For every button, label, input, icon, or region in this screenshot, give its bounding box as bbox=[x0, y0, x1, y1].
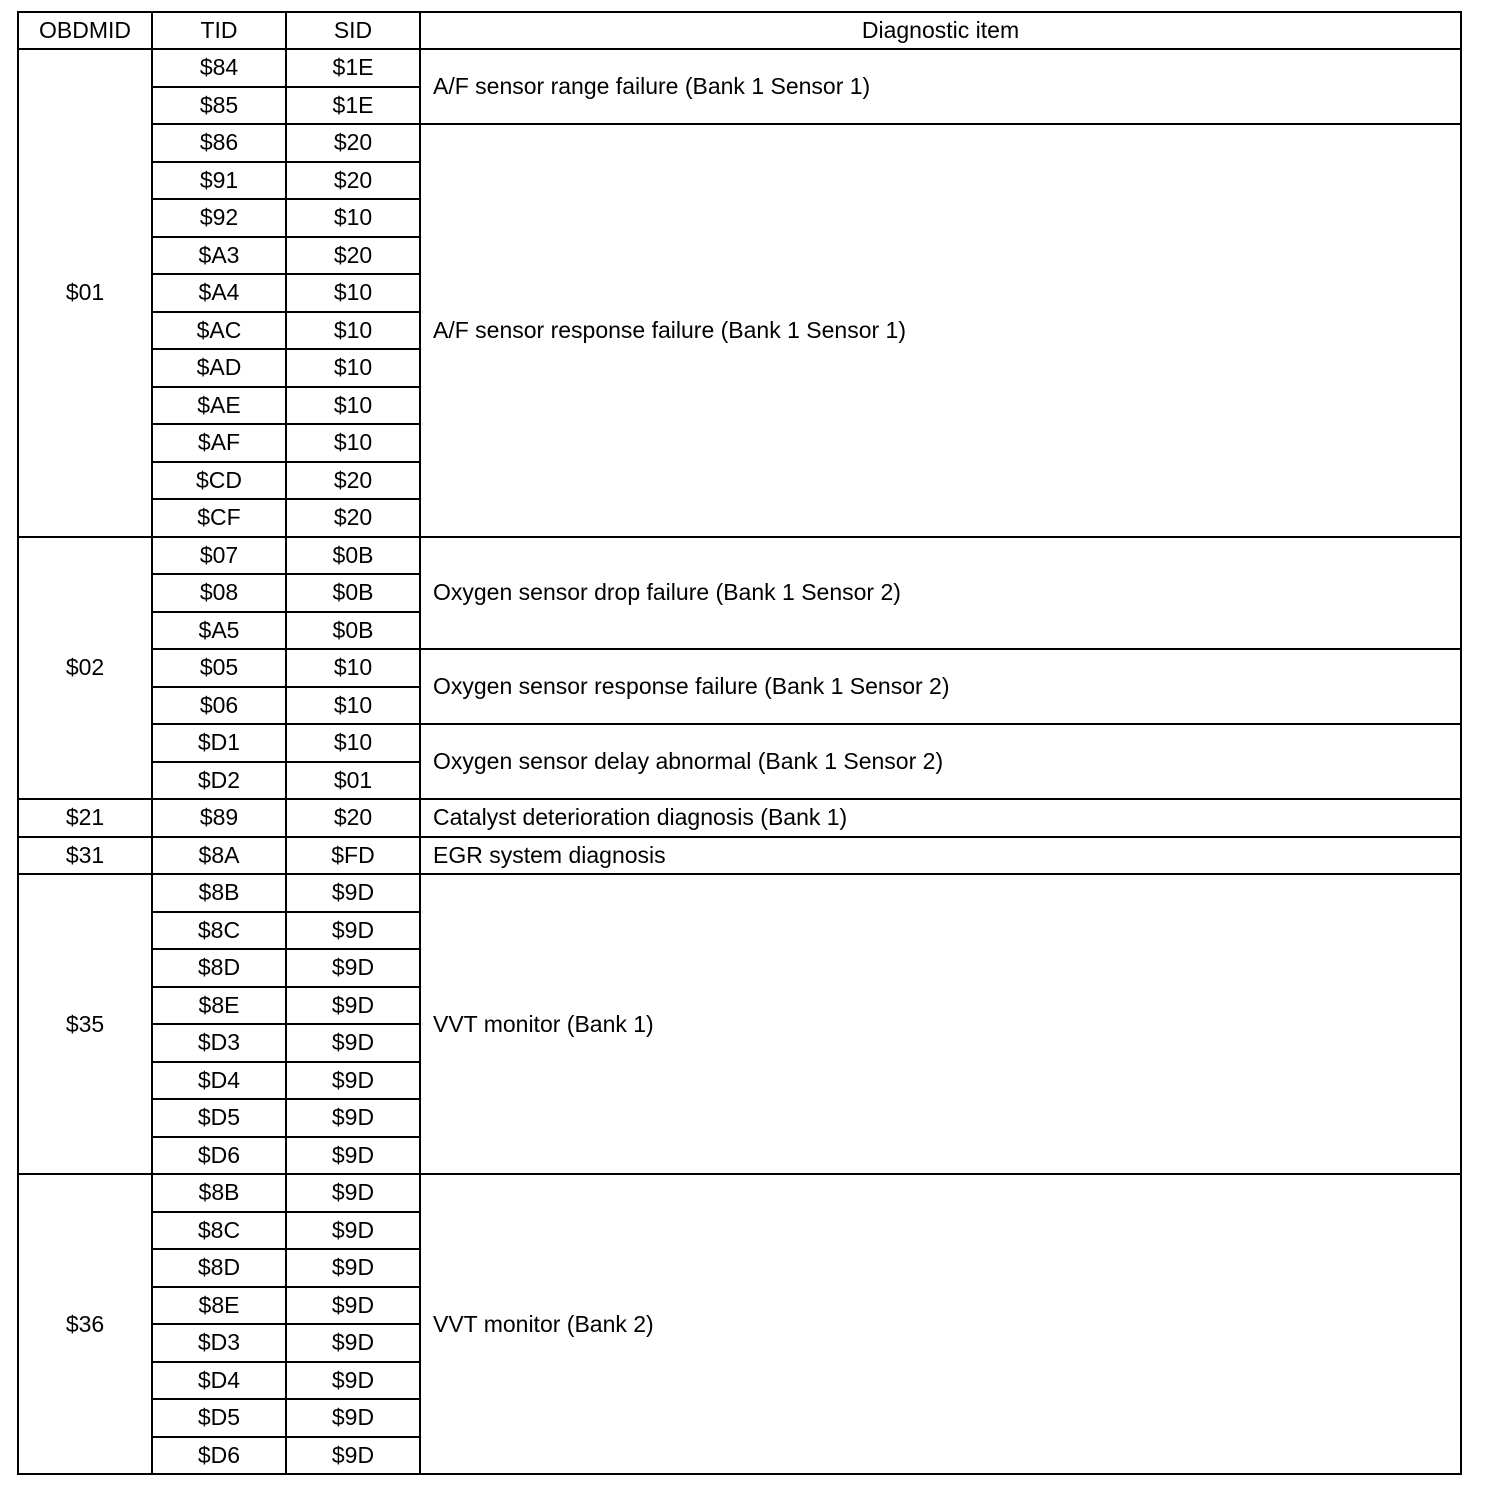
tid-cell: $D6 bbox=[152, 1137, 286, 1175]
table-row bbox=[18, 799, 1461, 837]
tid-cell: $8A bbox=[152, 837, 286, 875]
tid-cell: $8C bbox=[152, 912, 286, 950]
table-row bbox=[18, 49, 1461, 87]
sid-cell: $10 bbox=[286, 687, 420, 725]
tid-cell: $D1 bbox=[152, 724, 286, 762]
tid-cell: $8E bbox=[152, 987, 286, 1025]
tid-cell: $91 bbox=[152, 162, 286, 200]
sid-cell: $9D bbox=[286, 1137, 420, 1175]
header-obdmid: OBDMID bbox=[18, 12, 152, 49]
tid-cell: $06 bbox=[152, 687, 286, 725]
sid-cell: $20 bbox=[286, 124, 420, 162]
diagnostic-item-cell: EGR system diagnosis bbox=[420, 837, 1461, 875]
sid-cell: $10 bbox=[286, 349, 420, 387]
sid-cell: $10 bbox=[286, 649, 420, 687]
header-sid: SID bbox=[286, 12, 420, 49]
tid-cell: $D3 bbox=[152, 1024, 286, 1062]
sid-cell: $9D bbox=[286, 1099, 420, 1137]
tid-cell: $D4 bbox=[152, 1062, 286, 1100]
tid-cell: $8D bbox=[152, 1249, 286, 1287]
table-row bbox=[18, 649, 1461, 687]
obdmid-cell: $02 bbox=[18, 537, 152, 800]
sid-cell: $9D bbox=[286, 1024, 420, 1062]
diagnostic-item-cell: Catalyst deterioration diagnosis (Bank 1) bbox=[420, 799, 1461, 837]
tid-cell: $05 bbox=[152, 649, 286, 687]
tid-cell: $A3 bbox=[152, 237, 286, 275]
tid-cell: $8B bbox=[152, 1174, 286, 1212]
sid-cell: $10 bbox=[286, 424, 420, 462]
tid-cell: $8C bbox=[152, 1212, 286, 1250]
sid-cell: $9D bbox=[286, 1437, 420, 1475]
sid-cell: $20 bbox=[286, 162, 420, 200]
tid-cell: $D5 bbox=[152, 1099, 286, 1137]
tid-cell: $85 bbox=[152, 87, 286, 125]
sid-cell: $9D bbox=[286, 987, 420, 1025]
diagnostic-item-cell: Oxygen sensor delay abnormal (Bank 1 Sensor 2) bbox=[420, 724, 1461, 799]
diagnostic-item-cell: Oxygen sensor response failure (Bank 1 Sensor 2) bbox=[420, 649, 1461, 724]
table-row bbox=[18, 537, 1461, 575]
obdmid-cell: $35 bbox=[18, 874, 152, 1174]
sid-cell: $1E bbox=[286, 87, 420, 125]
tid-cell: $AF bbox=[152, 424, 286, 462]
tid-cell: $CD bbox=[152, 462, 286, 500]
tid-cell: $8E bbox=[152, 1287, 286, 1325]
sid-cell: $0B bbox=[286, 574, 420, 612]
tid-cell: $07 bbox=[152, 537, 286, 575]
sid-cell: $9D bbox=[286, 949, 420, 987]
tid-cell: $A5 bbox=[152, 612, 286, 650]
tid-cell: $A4 bbox=[152, 274, 286, 312]
sid-cell: $10 bbox=[286, 199, 420, 237]
tid-cell: $8D bbox=[152, 949, 286, 987]
tid-cell: $D4 bbox=[152, 1362, 286, 1400]
sid-cell: $9D bbox=[286, 1174, 420, 1212]
obdmid-cell: $01 bbox=[18, 49, 152, 537]
diagnostic-item-cell: VVT monitor (Bank 2) bbox=[420, 1174, 1461, 1474]
obdmid-cell: $36 bbox=[18, 1174, 152, 1474]
sid-cell: $20 bbox=[286, 799, 420, 837]
sid-cell: $0B bbox=[286, 537, 420, 575]
header-tid: TID bbox=[152, 12, 286, 49]
header-diagnostic-item: Diagnostic item bbox=[420, 12, 1461, 49]
sid-cell: $9D bbox=[286, 1062, 420, 1100]
sid-cell: $20 bbox=[286, 237, 420, 275]
sid-cell: $9D bbox=[286, 1362, 420, 1400]
tid-cell: $08 bbox=[152, 574, 286, 612]
tid-cell: $D2 bbox=[152, 762, 286, 800]
sid-cell: $0B bbox=[286, 612, 420, 650]
tid-cell: $92 bbox=[152, 199, 286, 237]
tid-cell: $D3 bbox=[152, 1324, 286, 1362]
tid-cell: $D6 bbox=[152, 1437, 286, 1475]
tid-cell: $84 bbox=[152, 49, 286, 87]
diagnostic-table bbox=[17, 11, 1462, 1475]
sid-cell: $10 bbox=[286, 274, 420, 312]
table-row bbox=[18, 1174, 1461, 1212]
tid-cell: $D5 bbox=[152, 1399, 286, 1437]
table-body bbox=[18, 49, 1461, 1474]
sid-cell: $20 bbox=[286, 462, 420, 500]
header-row bbox=[18, 12, 1461, 49]
diagnostic-item-cell: A/F sensor range failure (Bank 1 Sensor 1) bbox=[420, 49, 1461, 124]
obdmid-cell: $31 bbox=[18, 837, 152, 875]
sid-cell: $9D bbox=[286, 1324, 420, 1362]
sid-cell: $9D bbox=[286, 874, 420, 912]
sid-cell: $9D bbox=[286, 1249, 420, 1287]
table-row bbox=[18, 724, 1461, 762]
sid-cell: $10 bbox=[286, 724, 420, 762]
tid-cell: $AE bbox=[152, 387, 286, 425]
table-row bbox=[18, 874, 1461, 912]
tid-cell: $89 bbox=[152, 799, 286, 837]
diagnostic-item-cell: VVT monitor (Bank 1) bbox=[420, 874, 1461, 1174]
sid-cell: $10 bbox=[286, 312, 420, 350]
obdmid-cell: $21 bbox=[18, 799, 152, 837]
sid-cell: $FD bbox=[286, 837, 420, 875]
sid-cell: $10 bbox=[286, 387, 420, 425]
table-row bbox=[18, 837, 1461, 875]
table-row bbox=[18, 124, 1461, 162]
sid-cell: $9D bbox=[286, 1399, 420, 1437]
sid-cell: $9D bbox=[286, 1287, 420, 1325]
tid-cell: $AC bbox=[152, 312, 286, 350]
sid-cell: $9D bbox=[286, 1212, 420, 1250]
tid-cell: $8B bbox=[152, 874, 286, 912]
sid-cell: $9D bbox=[286, 912, 420, 950]
sid-cell: $01 bbox=[286, 762, 420, 800]
sid-cell: $1E bbox=[286, 49, 420, 87]
tid-cell: $86 bbox=[152, 124, 286, 162]
diagnostic-item-cell: Oxygen sensor drop failure (Bank 1 Sensor 2) bbox=[420, 537, 1461, 650]
sid-cell: $20 bbox=[286, 499, 420, 537]
tid-cell: $CF bbox=[152, 499, 286, 537]
diagnostic-item-cell: A/F sensor response failure (Bank 1 Sensor 1) bbox=[420, 124, 1461, 537]
tid-cell: $AD bbox=[152, 349, 286, 387]
